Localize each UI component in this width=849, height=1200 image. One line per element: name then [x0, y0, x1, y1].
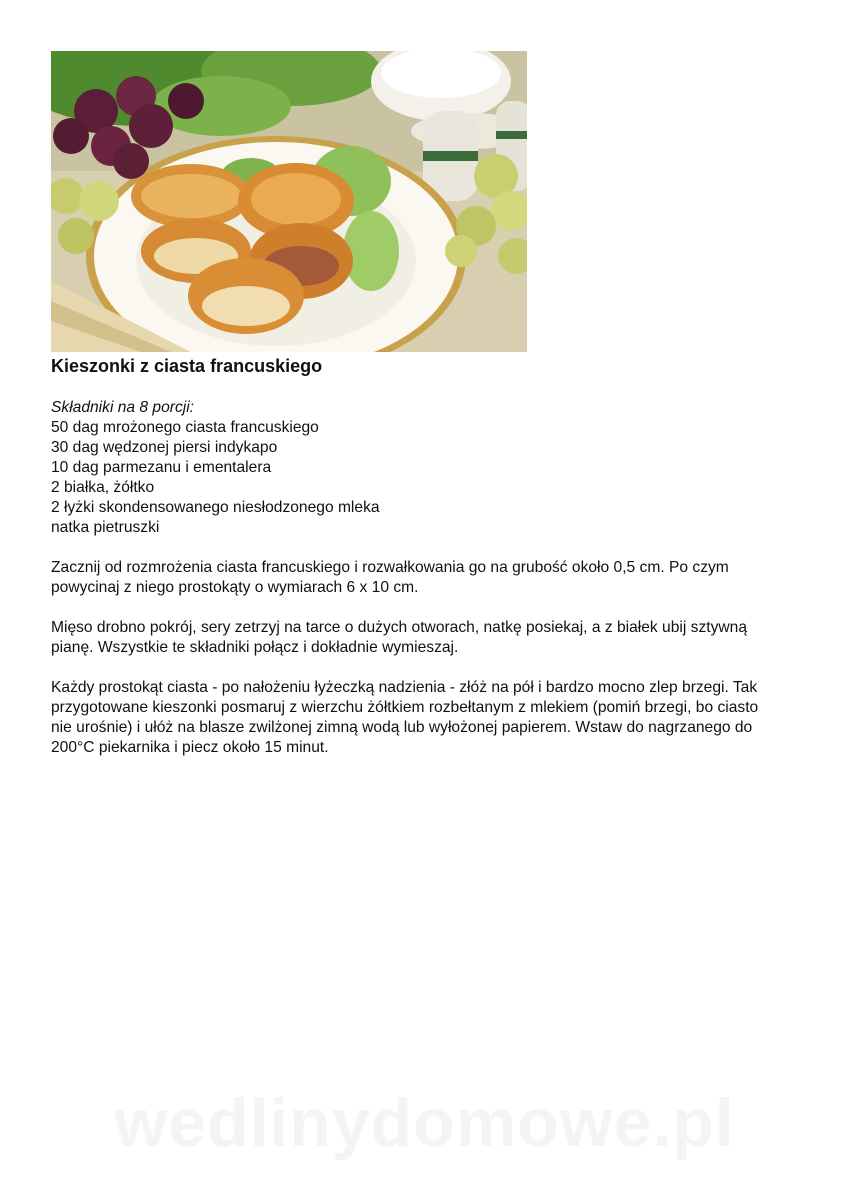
ingredient-item: 2 białka, żółtko	[51, 479, 155, 496]
ingredient-item: 30 dag wędzonej piersi indykapo	[51, 439, 278, 456]
ingredient-item: natka pietruszki	[51, 519, 160, 536]
recipe-photo	[51, 51, 527, 352]
instruction-paragraph: Każdy prostokąt ciasta - po nałożeniu łyżeczką nadzienia - złóż na pół i bardzo mocno zlep brzegi. Tak przygotowane kieszonki posmaruj z wierzchu żółtkiem rozbełtanym z mlekiem (pomiń brzegi, bo ciasto nie urośnie) i ułóż na blasze zwilżonej zimną wodą lub wyłożonej papierem. Wstaw do nagrzanego do 200°C piekarnika i piecz około 15 minut.	[51, 679, 759, 756]
ingredient-item: 10 dag parmezanu i ementalera	[51, 459, 272, 476]
instruction-paragraph: Mięso drobno pokrój, sery zetrzyj na tarce o dużych otworach, natkę posiekaj, a z białek ubij sztywną pianę. Wszystkie te składniki połącz i dokładnie wymieszaj.	[51, 619, 747, 656]
instruction-paragraph: Zacznij od rozmrożenia ciasta francuskiego i rozwałkowania go na grubość około 0,5 cm. Po czym powycinaj z niego prostokąty o wymiarach 6 x 10 cm.	[51, 559, 729, 596]
recipe-body	[51, 398, 771, 758]
ingredient-item: 2 łyżki skondensowanego niesłodzonego mleka	[51, 499, 380, 516]
recipe-title: Kieszonki z ciasta francuskiego	[51, 356, 323, 376]
watermark: wedlinydomowe.pl	[114, 1085, 735, 1161]
ingredient-item: 50 dag mrożonego ciasta francuskiego	[51, 419, 319, 436]
ingredients-heading: Składniki na 8 porcji:	[51, 399, 195, 416]
ingredients-list	[51, 418, 771, 538]
